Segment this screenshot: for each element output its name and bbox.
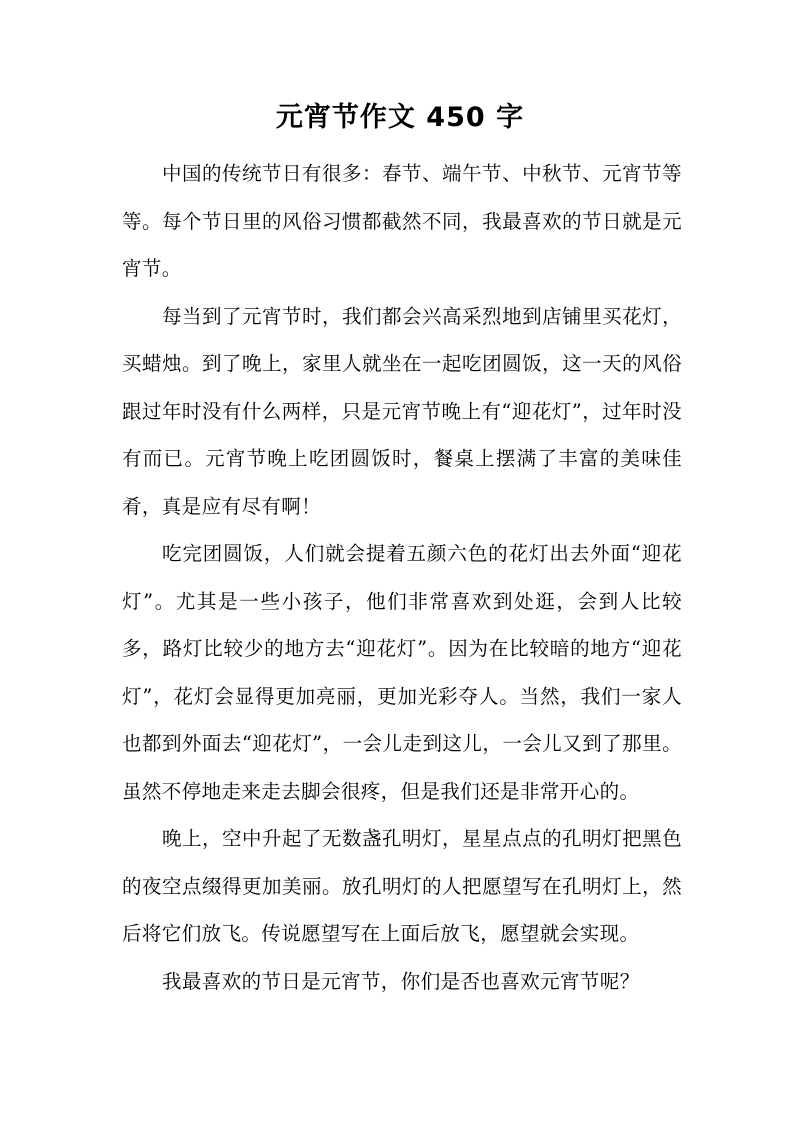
essay-body bbox=[122, 150, 682, 1005]
paragraph-4: 晚上，空中升起了无数盏孔明灯，星星点点的孔明灯把黑色的夜空点缀得更加美丽。放孔明灯的人把愿望写在孔明灯上，然后将它们放飞。传说愿望写在上面后放飞，愿望就会实现。 bbox=[122, 827, 682, 945]
page-title: 元宵节作文 450 字 bbox=[275, 102, 525, 133]
paragraph-5: 我最喜欢的节日是元宵节，你们是否也喜欢元宵节呢？ bbox=[162, 969, 640, 993]
paragraph-3: 吃完团圆饭，人们就会提着五颜六色的花灯出去外面“迎花灯”。尤其是一些小孩子，他们非常喜欢到处逛，会到人比较多，路灯比较少的地方去“迎花灯”。因为在比较暗的地方“迎花灯”，花灯会显得更加亮丽，更加光彩夺人。当然，我们一家人也都到外面去“迎花灯”，一会儿走到这儿，一会儿又到了那里。虽然不停地走来走去脚会很疼，但是我们还是非常开心的。 bbox=[122, 542, 682, 803]
paragraph-2: 每当到了元宵节时，我们都会兴高采烈地到店铺里买花灯，买蜡烛。到了晚上，家里人就坐在一起吃团圆饭，这一天的风俗跟过年时没有什么两样，只是元宵节晚上有“迎花灯”，过年时没有而已。元宵节晚上吃团圆饭时，餐桌上摆满了丰富的美味佳肴，真是应有尽有啊！ bbox=[122, 304, 682, 518]
paragraph-1: 中国的传统节日有很多：春节、端午节、中秋节、元宵节等等。每个节日里的风俗习惯都截然不同，我最喜欢的节日就是元宵节。 bbox=[122, 162, 682, 280]
